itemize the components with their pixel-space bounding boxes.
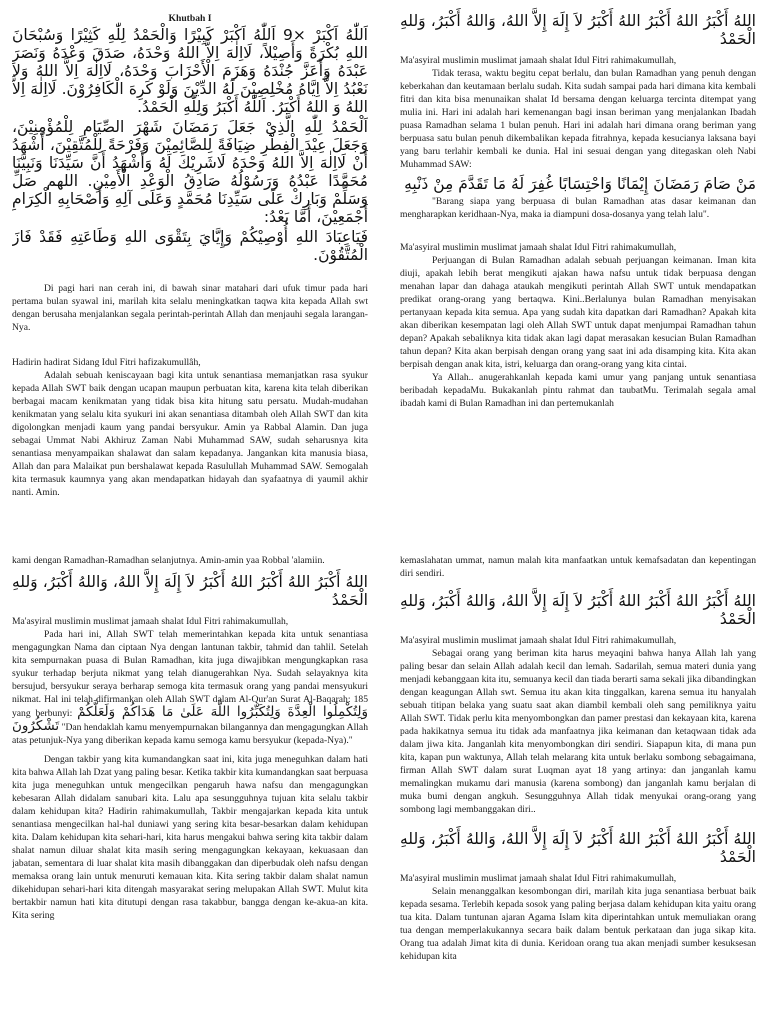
- paragraph-continuation: kemaslahatan ummat, namun malah kita manfaatkan untuk kemafsadatan dan kepentingan diri sendiri.: [400, 555, 756, 579]
- salutation: Ma'asyiral muslimin muslimat jamaah shalat Idul Fitri rahimakumullah,: [12, 616, 289, 627]
- paragraph: Dengan takbir yang kita kumandangkan saat ini, kita juga meneguhkan dalam hati kita bahwa Allah lah Dzat yang paling besar. Ketika takbir kita kumandangkan saat berpuasa kita juga meneguhkan untuk mengecilkan pengaruh hawa nafsu dan mengagungkan kebesaran Allah didalam sanubari kita. Lalu apa sesungguhnya tujuan kita selalu takbir dalam kehidupan kita? Hadirin rahimakumullah, Takbir mengajarkan kepada kita untuk senantiasa mengecilkan hal-hal duniawi yang sering kita besar-besarkan dalam kehidupan kita. Dalam kehidupan kita sehari-hari, kita harus mengakui bahwa sering kita takbir dalam shalat namun diluar shalat kita masih sering mengagungkan kekayaan, kekuasaan dan jabatan, sementara di luar shalat kita masih dibanggakan dan diperbudak oleh nafsu dengan memaksa orang lain untuk menuruti kemauan kita. Kita sering takbir dalam shalat namun dikehidupan sehari-hari kita ditengah masyarakat sering melupakan Allah SWT. Mulut kita bertakbir namun hati kita ditutupi dengan rasa takabbur, bangga dengan ke-akua-an kita. Kita sering: [12, 754, 368, 921]
- arabic-takbir: اللهُ أَكْبَرُ اللهُ أَكْبَرُ اللهُ أَكْبَرُ لاَ إِلَهَ إِلاَّ اللهُ، وَاللهُ أَكْبَرُ، وَللهِ الْحَمْدُ: [400, 830, 756, 866]
- arabic-takbir: اللهُ أَكْبَرُ اللهُ أَكْبَرُ اللهُ أَكْبَرُ لاَ إِلَهَ إِلاَّ اللهُ، وَاللهُ أَكْبَرُ، وَللهِ الْحَمْدُ: [400, 592, 756, 628]
- salutation: Ma'asyiral muslimin muslimat jamaah shalat Idul Fitri rahimakumullah,: [400, 242, 677, 253]
- right-column: [400, 0, 756, 512]
- paragraph: [12, 628, 368, 747]
- salutation: Hadirin hadirat Sidang Idul Fitri hafizakumullâh,: [12, 357, 201, 368]
- paragraph: Selain menanggalkan kesombongan diri, marilah kita juga senantiasa berbuat baik kepada sesama. Terlebih kepada sosok yang paling berjasa dalam kehidupan kita yaitu orang tua kita. Dalam tuntunan ajaran Agama Islam kita diperintahkan untuk memuliakan orang tua dengan memperlakukannya secara baik dalam bentuk perkataan dan juga sikap kita. Orang tua adalah Jimat kita di dunia. Keridoan orang tua akan menjadi sumber kesuksesan kehidupan kita: [400, 886, 756, 962]
- right-column: [400, 548, 756, 1024]
- arabic-takbir: اللهُ أَكْبَرُ اللهُ أَكْبَرُ اللهُ أَكْبَرُ لاَ إِلَهَ إِلاَّ اللهُ، وَاللهُ أَكْبَرُ، وَللهِ الْحَمْدُ: [400, 12, 756, 48]
- arabic-takbir: اللهُ أَكْبَرُ اللهُ أَكْبَرُ اللهُ أَكْبَرُ لاَ إِلَهَ إِلاَّ اللهُ، وَاللهُ أَكْبَرُ، وَللهِ الْحَمْدُ: [12, 573, 368, 609]
- verse-translation: "Dan hendaklah kamu menyempurnakan bilangannya dan mengagungkan Allah atas petunjuk-Nya yang diberikan kepada kamu semoga kamu bersyukur (kepada-Nya).": [12, 722, 368, 746]
- left-column: [12, 548, 368, 1024]
- left-column: [12, 0, 368, 512]
- paragraph: Tidak terasa, waktu begitu cepat berlalu, dan bulan Ramadhan yang penuh dengan keberkahan dan keutamaan berlalu sudah. Kita sudah sampai pada hari dimana kita kembali fitri dan kita bisa menunaikan shalat Id bersama dengan keluarga tercinta ditempat yang mulia ini. Hari ini adalah hari kemenangan bagi insan beriman yang menjalankan Ibadah puasa Ramadhan selama 1 bulan penuh. Hari ini adalah hari dimana orang beriman yang berpuasa satu bulan penuh dikembalikan kepada fitrahnya, kepada kesucianya laksana bayi yang baru terlahir kembali ke dunia. Hal ini sesuai dengan yang ditegaskan oleh Nabi Muhammad SAW:: [400, 68, 756, 170]
- page-gap: [0, 512, 768, 548]
- salutation: Ma'asyiral muslimin muslimat jamaah shalat Idul Fitri rahimakumullah,: [400, 635, 677, 646]
- paragraph: Sebagai orang yang beriman kita harus meyaqini bahwa hanya Allah lah yang paling besar dan selain Allah adalah kecil dan lemah. Sadarilah, semua materi dunia yang menjadi kebanggaan kita itu, semuanya kecil dan tiada berarti sama sekali jika dibandingkan dengan keagungan Allah swt. Semua itu akan kita tinggalkan, karena semua itu hanyalah sebuah titipan belaka yang suatu saat akan diambil kembali oleh sang pemiliknya yaitu Allah SWT. Tidak perlu kita menyombongkan dan pamer prestasi dan kekayaan kita, karena pada hakikatnya semua itu tidak ada manfaatnya jika keimanan dan ketaqwaan tidak ada dalam jiwa kita. Janganlah kita menyombongkan diri sendiri. Siapapun kita, di mana pun kita, kapan pun waktunya, Allah telah melarang kita untuk berlaku sombong sebagaimana, firman Allah SWT dalam surat Luqman ayat 18 yang artinya: dan janganlah kamu memalingkan mukamu dari manusia (karena sombong) dan janganlah kamu berjalan di muka bumi dengan angkuh. Sesungguhnya Allah tidak menyukai orang-orang yang sombong lagi membanggakan diri..: [400, 648, 756, 815]
- arabic-hadith: مَنْ صَامَ رَمَضَانَ إِيْمَانًا وَاحْتِسَابًا غُفِرَ لَهُ مَا تَقَدَّمَ مِنْ ذَنْبِهِ: [404, 175, 756, 193]
- salutation: Ma'asyiral muslimin muslimat jamaah shalat Idul Fitri rahimakumullah,: [400, 55, 677, 66]
- paragraph-text: Pada hari ini, Allah SWT telah memerintahkan kepada kita untuk senantiasa mengagungkan Nama dan ciptaan Nya dengan lantunan takbir, tahmid dan tahlil. Setelah kita sempurnakan puasa di Bulan Ramadhan, kita juga diwajibkan mengungkapkan rasa syukur terhadap berjuta nikmat yang telah dianugerahkan Nya. Sudah selayaknya kita bersujud, bersyukur seraya berharap semoga kita termasuk orang yang pandai mensyukuri nikmat. Hal ini telah difirmankan oleh Allah SWT dalam Al-Qur'an Surat Al-Baqarah: 185 yang berbunyi:: [12, 629, 368, 719]
- hadith-translation: "Barang siapa yang berpuasa di bulan Ramadhan atas dasar keimanan dan mengharapkan keridhaan-Nya, maka ia diampuni dosa-dosanya yang telah lalu".: [400, 196, 756, 220]
- salutation: Ma'asyiral muslimin muslimat jamaah shalat Idul Fitri rahimakumullah,: [400, 873, 677, 884]
- paragraph-continuation: kami dengan Ramadhan-Ramadhan selanjutnya. Amin-amin yaa Robbal 'alamiin.: [12, 555, 325, 566]
- arabic-hamdalah: اَلْحَمْدُ لِلّٰهِ الَّذِيْ جَعَلَ رَمَضَانَ شَهْرَ الصِّيَامِ لِلْمُؤْمِنِيْنَ، وَجَعَلَ عِيْدَ الْفِطْرِ ضِيَافَةً لِلصَّائِمِيْنَ وَفَرْحَةً لِلْمُتَّقِيْنَ، أَشْهَدُ أَنْ لَااِلٰهَ اِلاَّ اللهُ وَحْدَهُ لَاشَرِيْكَ لَهُ وَأَشْهَدُ أَنَّ سَيِّدَنَا وَنَبِيَّنَا مُحَمَّدًا عَبْدُهُ وَرَسُوْلُهُ صَادِقُ الْوَعْدِ الْأَمِيْنِ. اللهم صَلِّ وَسَلِّمْ وَبَارِكْ عَلَى سَيِّدِنَا مُحَمَّدٍ وَعَلَى آلِهِ وَأَصْحَابِهِ الْكِرَامِ أَجْمَعِيْنَ، أَمَّا بَعْدُ:: [12, 118, 368, 226]
- paragraph: Di pagi hari nan cerah ini, di bawah sinar matahari dari ufuk timur pada hari pertama bulan syawal ini, marilah kita selalu meningkatkan taqwa kita kepada Allah swt dengan berusaha menjalankan segala perintah-perintah Allah dan menjauhi segala larangan-Nya.: [12, 283, 368, 333]
- khutbah-title: Khutbah I: [168, 13, 212, 24]
- arabic-verse: وَلِتُكْمِلُوا الْعِدَّةَ وَلِتُكَبِّرُوا اللَّهَ عَلَىٰ مَا هَدَاكُمْ وَلَعَلَّكُمْ تَشْكُرُونَ: [12, 704, 368, 734]
- document-page-bottom: [0, 548, 768, 1024]
- arabic-opening-takbir: اَللّٰهُ اَكْبَرْ ×9 اَللّٰهُ اَكْبَرْ كَبِيْرًا وَالْحَمْدُ لِلّٰهِ كَثِيْرًا وَسُبْحَانَ اللهِ بُكْرَةً وَأَصِيْلاً، لَااِلٰهَ اِلاَّ اللهُ وَحْدَهُ، صَدَقَ وَعْدَهُ وَنَصَرَ عَبْدَهُ وَأَعَزَّ جُنْدَهُ وَهَزَمَ الْأَحْزَابَ وَحْدَهُ، لَااِلٰهَ اِلاَّ اللهُ وَلاَ نَعْبُدُ اِلاَّ اِيَّاهُ مُخْلِصِيْنَ لَهُ الدِّيْنَ وَلَوْ كَرِهَ الْكَافِرُوْنَ. لَااِلٰهَ اِلاَّ اللهُ وَ اللهُ أَكْبَرُ. اَللّٰهُ أَكْبَرُ وَلِلّٰهِ الْحَمْدُ.: [12, 26, 368, 116]
- paragraph: Ya Allah.. anugerahkanlah kepada kami umur yang panjang untuk senantiasa beribadah kepadaMu. Bukakanlah pintu rahmat dan taubatMu. Terimalah segala amal ibadah kami di Bulan Ramadhan ini dan pertemukanlah: [400, 372, 756, 409]
- arabic-wasiat-taqwa: فَيَاعِبَادَ اللهِ أُوْصِيْكُمْ وَإِيَّايَ بِتَقْوَى اللهِ وَطَاعَتِهِ فَقَدْ فَازَ الْمُتَّقُوْنَ.: [12, 228, 368, 264]
- paragraph: Perjuangan di Bulan Ramadhan adalah sebuah perjuangan keimanan. Iman kita diuji, apakah lebih berat mengikuti ajakan hawa nafsu untuk tidak berpuasa dengan menahan lapar dan dahaga ataukah mengikuti perintah Allah SWT untuk mendapatkan predikat orang-orang yang bertaqwa. Kini..Berlalunya bulan Ramadhan menyisakan pertanyaan kepada kita semua. Apa yang sudah kita dapatkan dari Ramadhan? Apakah kita akan diberikan kesempatan lagi oleh Allah SWT untuk dapat menjumpai Ramadhan tahun depan? Apakah sebaliknya kita tidak akan lagi dapat merasakan kesucian Bulan Ramadhan tahun depan? Kita akan berpisah dengan orang yang saat ini ada disamping kita. Kita akan berpisah dengan anak kita, istri, keluarga dan orang-orang yang kita cintai.: [400, 255, 756, 370]
- paragraph: Adalah sebuah keniscayaan bagi kita untuk senantiasa memanjatkan rasa syukur kepada Allah SWT baik dengan ucapan maupun perbuatan kita, karena kita telah diberikan berbagai macam kenikmatan yang tidak bisa kita hitung satu persatu. Mudah-mudahan kenikmatan yang selalu kita syukuri ini akan senantiasa ditambah oleh Allah SWT dan kita digolongkan menjadi kaum yang pandai bersyukur. Amin ya Rabbal Alamin. Dan juga sebagai Ummat Nabi Akhiruz Zaman Nabi Muhammad SAW, sudah seharusnya kita senantiasa menyampaikan shalawat dan salam kepadanya. Jangankan kita manusia biasa, Allah dan para Malaikat pun bershalawat kepada Rasulullah Muhammad SAW. Semogalah kita termasuk kaumnya yang akan mendapatkan hidayah dan syafaatnya di yaumil akhir nanti. Amin.: [12, 370, 368, 498]
